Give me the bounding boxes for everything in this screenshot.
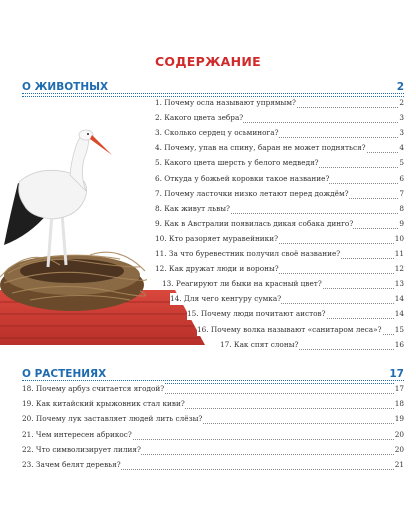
section-plants-page: 17	[389, 368, 404, 380]
toc-item-page: 20	[394, 444, 404, 454]
toc-item-label: 21. Чем интересен абрикос?	[22, 429, 132, 439]
toc-item-page: 16	[394, 339, 404, 349]
toc-item-label: 20. Почему лук заставляет людей лить слёзы?	[22, 414, 203, 424]
toc-item-label: 8. Как живут львы?	[155, 203, 230, 213]
toc-item-label: 19. Как китайский крыжовник стал киви?	[22, 399, 185, 409]
toc-item-label: 23. Зачем белят деревья?	[22, 460, 121, 469]
toc-item-label: 6. Откуда у божьей коровки такое название?	[155, 173, 330, 183]
toc-item-label: 7. Почему ласточки низко летают перед дождём?	[155, 188, 349, 198]
toc-item-page: 17	[394, 384, 404, 393]
toc-row[interactable]	[187, 308, 404, 320]
toc-item-page: 11	[394, 249, 404, 258]
toc-item-page: 9	[399, 218, 404, 228]
toc-row[interactable]	[155, 97, 404, 109]
toc-item-page: 7	[399, 188, 404, 198]
toc-item-label: 3. Сколько сердец у осьминога?	[155, 128, 279, 138]
toc-item-label: 16. Почему волка называют «санитаром леса»?	[197, 324, 382, 334]
page-title: СОДЕРЖАНИЕ	[154, 54, 262, 69]
toc-item-page: 6	[399, 173, 404, 183]
toc-row[interactable]	[155, 173, 404, 185]
toc-item-label: 18. Почему арбуз считается ягодой?	[22, 384, 165, 393]
section-animals-page: 2	[396, 81, 404, 93]
toc-item-page: 4	[399, 143, 404, 153]
toc-item-page: 10	[394, 233, 404, 243]
toc-item-page: 5	[399, 158, 404, 168]
toc-item-label: 14. Для чего кенгуру сумка?	[170, 294, 282, 304]
toc-item-page: 3	[399, 128, 404, 138]
toc-row[interactable]	[155, 112, 404, 124]
toc-item-label: 5. Какого цвета шерсть у белого медведя?	[155, 158, 319, 168]
toc-item-page: 2	[399, 98, 404, 107]
toc-item-page: 14	[394, 294, 404, 304]
toc-item-page: 21	[394, 460, 404, 469]
toc-row[interactable]	[220, 339, 404, 351]
toc-row[interactable]	[155, 142, 404, 154]
toc-item-page: 3	[399, 113, 404, 123]
toc-row[interactable]	[22, 459, 404, 471]
toc-item-label: 9. Как в Австралии появилась дикая собака динго?	[155, 218, 354, 228]
toc-item-page: 8	[399, 203, 404, 213]
toc-item-label: 4. Почему, упав на спину, баран не может подняться?	[155, 143, 366, 153]
toc-row[interactable]	[155, 248, 404, 260]
toc-row[interactable]	[155, 263, 404, 275]
section-animals-label: О ЖИВОТНЫХ	[22, 81, 109, 93]
stork	[4, 130, 112, 267]
toc-row[interactable]	[170, 293, 404, 305]
toc-item-label: 10. Кто разоряет муравейники?	[155, 233, 279, 243]
toc-row[interactable]	[22, 429, 404, 441]
nest	[0, 252, 146, 311]
toc-item-label: 1. Почему осла называют упрямым?	[155, 98, 296, 107]
toc-item-page: 15	[394, 324, 404, 334]
toc-item-page: 13	[394, 279, 404, 289]
toc-row[interactable]	[155, 233, 404, 245]
toc-row[interactable]	[162, 278, 404, 290]
section-animals[interactable]	[22, 80, 404, 94]
section-plants-label: О РАСТЕНИЯХ	[22, 368, 107, 380]
toc-item-label: 15. Почему люди почитают аистов?	[187, 309, 326, 319]
toc-item-label: 11. За что буревестник получил своё название?	[155, 249, 341, 258]
toc-item-label: 2. Какого цвета зебра?	[155, 113, 244, 123]
toc-item-label: 17. Как спят слоны?	[220, 339, 299, 349]
toc-item-page: 14	[394, 309, 404, 319]
toc-row[interactable]	[22, 398, 404, 410]
toc-item-label: 22. Что символизирует лилия?	[22, 444, 141, 454]
toc-row[interactable]	[155, 203, 404, 215]
toc-item-label: 13. Реагируют ли быки на красный цвет?	[162, 279, 322, 289]
toc-item-page: 20	[394, 429, 404, 439]
toc-row[interactable]	[155, 157, 404, 169]
section-plants[interactable]	[22, 367, 404, 381]
toc-row[interactable]	[22, 413, 404, 425]
toc-row[interactable]	[155, 127, 404, 139]
toc-row[interactable]	[197, 324, 404, 336]
toc-item-page: 18	[394, 399, 404, 409]
toc-row[interactable]	[155, 188, 404, 200]
toc-row[interactable]	[22, 444, 404, 456]
toc-item-page: 12	[394, 264, 404, 274]
toc-row[interactable]	[22, 383, 404, 395]
toc-row[interactable]	[155, 218, 404, 230]
toc-item-page: 19	[394, 414, 404, 424]
toc-item-label: 12. Как дружат люди и вороны?	[155, 264, 279, 274]
